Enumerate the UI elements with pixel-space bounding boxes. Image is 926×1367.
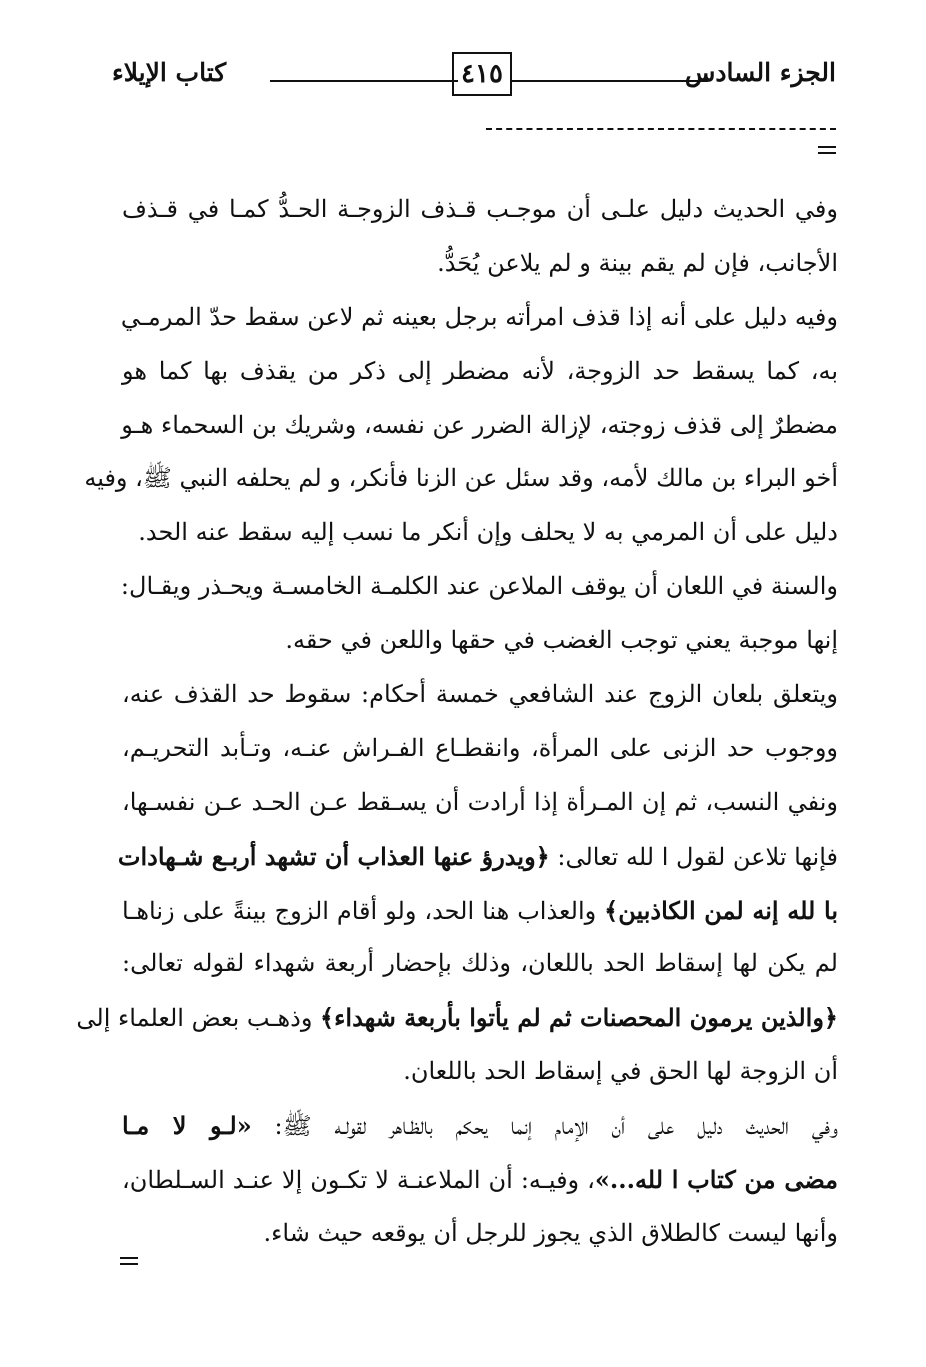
line-text: ويتعلق بلعان الزوج عند الشافعي خمسة أحكام: سقوط حد القذف عنه،: [122, 680, 838, 709]
line-text: وأنها ليست كالطلاق الذي يجوز للرجل أن يوقعه حيث شاء.: [263, 1218, 838, 1247]
quoted-text: ﴿والذين يرمون المحصنات ثم لم يأتوا بأربعة شهداء﴾: [320, 1003, 838, 1033]
text-line: [122, 722, 838, 776]
quoted-text: با لله إنه لمن الكاذبين﴾: [604, 895, 838, 925]
text-line: [122, 345, 838, 399]
text-line: [122, 614, 838, 668]
part-label: الجزء السادس: [684, 58, 836, 87]
text-line: [122, 1153, 838, 1207]
line-text: إنها موجبة يعني توجب الغضب في حقها واللعن في حقه.: [285, 626, 838, 655]
quoted-text: «لـو لا مـا: [122, 1111, 252, 1141]
line-text: والسنة في اللعان أن يوقف الملاعن عند الكلمـة الخامسـة ويحـذر ويقـال:: [120, 572, 838, 601]
text-line: [122, 506, 838, 560]
page-header: [112, 52, 836, 104]
text-line: [122, 1045, 838, 1099]
text-line: [122, 183, 838, 237]
text-line: [122, 668, 838, 722]
text-line: [122, 560, 838, 614]
text-line: [122, 1099, 838, 1153]
line-text: فإنها تلاعن لقول ا لله تعالى:: [549, 842, 838, 871]
line-text: ونفي النسب، ثم إن المـرأة إذا أرادت أن يسـقط عـن الحـد عـن نفسـها،: [122, 787, 838, 816]
line-text: وفيه دليل على أنه إذا قذف امرأته برجل بعينه ثم لاعن سقط حدّ المرمـي: [120, 302, 838, 331]
dashed-divider: [486, 128, 836, 130]
page-body: [76, 183, 838, 1261]
text-line: [122, 1207, 838, 1261]
header-rule-right: [512, 80, 708, 82]
line-text: أن الزوجة لها الحق في إسقاط الحد باللعان.: [403, 1057, 838, 1086]
line-text: لم يكن لها إسقاط الحد باللعان، وذلك بإحضار أربعة شهداء لقوله تعالى:: [122, 949, 838, 978]
text-line: [122, 776, 838, 830]
text-line: [84, 452, 838, 506]
book-title: كتاب الإيلاء: [112, 58, 227, 87]
line-text: وفي الحديث دليل علـى أن موجـب قـذف الزوجـة الحـدُّ كمـا في قـذف: [122, 195, 838, 223]
line-text: الأجانب، فإن لم يقم بينة و لم يلاعن يُحَدُّ.: [437, 248, 838, 277]
text-line: [76, 991, 838, 1045]
header-rule-left: [270, 80, 458, 82]
line-text: وذهـب بعض العلماء إلى: [76, 1004, 321, 1033]
text-line: [122, 884, 838, 938]
quoted-text: مضى من كتاب ا لله...»: [594, 1165, 838, 1195]
line-text: ووجوب حد الزنى على المرأة، وانقطـاع الفـراش عنـه، وتـأبد التحريـم،: [122, 733, 838, 762]
double-line-mark-bottom: [120, 1257, 138, 1265]
line-text: والعذاب هنا الحد، ولو أقام الزوج بينةً على زناهـا: [122, 896, 605, 925]
line-text: ، وفيـه: أن الملاعنـة لا تكـون إلا عنـد السـلطان،: [122, 1166, 595, 1195]
text-line: [122, 237, 838, 291]
text-line: [117, 830, 838, 884]
line-text: أخو البراء بن مالك لأمه، وقد سئل عن الزنا فأنكر، و لم يحلفه النبي ﷺ، وفيه: [84, 464, 838, 493]
text-line: [122, 291, 838, 345]
line-text: دليل على أن المرمي به لا يحلف وإن أنكر ما نسب إليه سقط عنه الحد.: [138, 518, 838, 547]
double-line-mark-top: [818, 146, 836, 154]
text-line: [122, 399, 838, 453]
line-text: مضطرٌ إلى قذف زوجته، لإزالة الضرر عن نفسه، وشريك بن السحماء هـو: [121, 410, 838, 439]
line-text: به، كما يسقط حد الزوجة، لأنه مضطر إلى ذكر من يقذف بها كما هو: [122, 356, 838, 385]
page-number: ٤١٥: [452, 52, 512, 96]
line-text: وفي الحديث دليل على أن الإمام إنما يحكم بالظـاهر لقولـه ﷺ:: [251, 1112, 838, 1141]
text-line: [122, 937, 838, 991]
quoted-text: ﴿ويدرؤ عنها العذاب أن تشهد أربـع شـهادات: [117, 841, 550, 871]
